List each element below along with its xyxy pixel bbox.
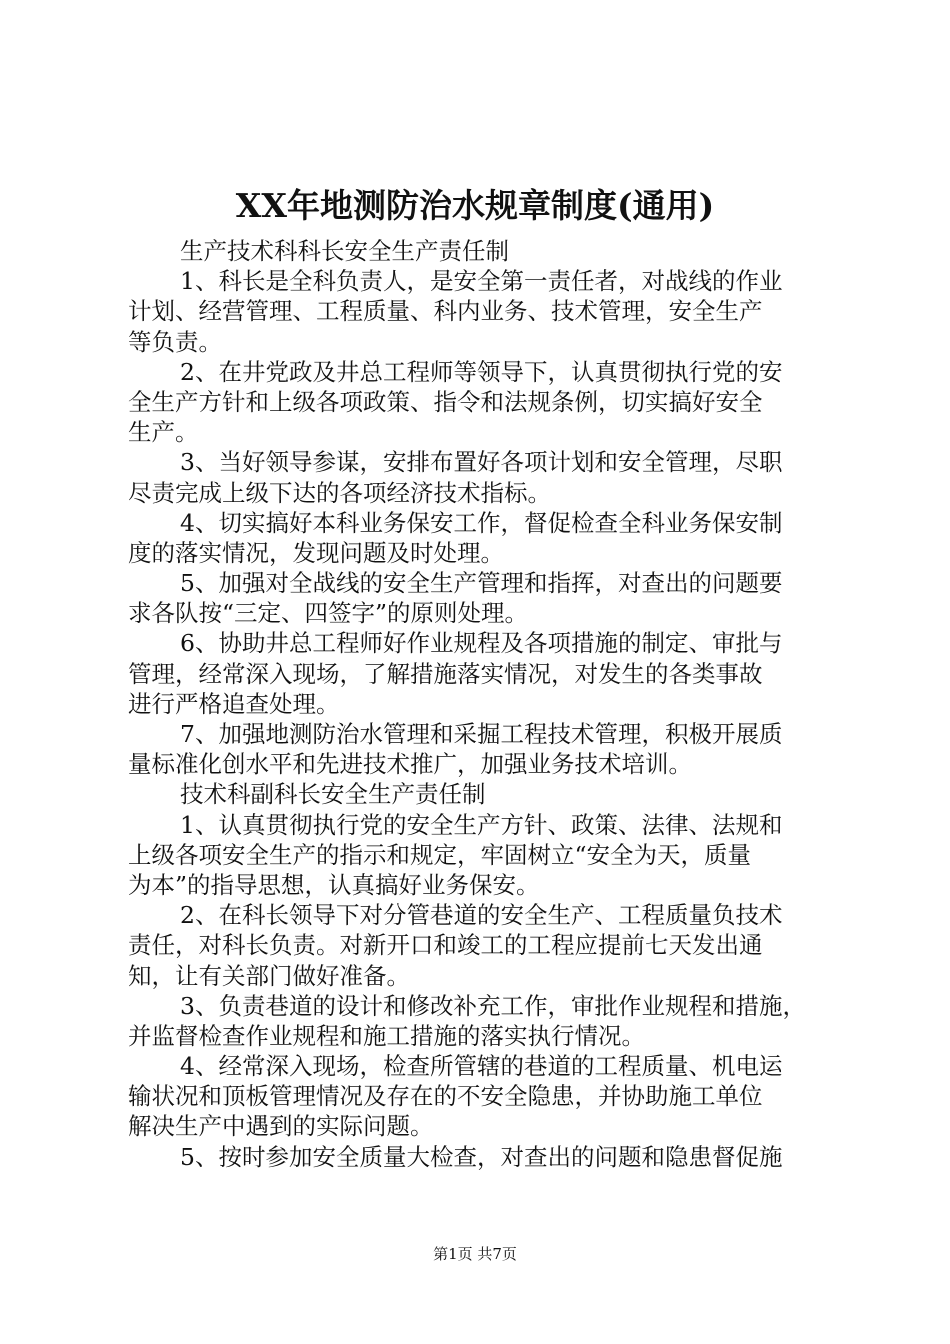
text-line: 生产技术科科长安全生产责任制	[180, 237, 509, 265]
text-line: 为本”的指导思想，认真搞好业务保安。	[128, 870, 540, 899]
document-body	[128, 236, 840, 1172]
text-line: 计划、经营管理、工程质量、科内业务、技术管理，安全生产	[128, 297, 763, 326]
text-line: 4、切实搞好本科业务保安工作，督促检查全科业务保安制	[180, 508, 783, 537]
text-line: 等负责。	[128, 327, 222, 356]
text-line: 输状况和顶板管理情况及存在的不安全隐患，并协助施工单位	[128, 1082, 763, 1111]
text-line: 2、在科长领导下对分管巷道的安全生产、工程质量负技术	[180, 901, 783, 930]
text-line: 量标准化创水平和先进技术推广，加强业务技术培训。	[128, 750, 692, 779]
text-line: 解决生产中遇到的实际问题。	[128, 1112, 434, 1141]
text-line: 6、协助井总工程师好作业规程及各项措施的制定、审批与	[180, 629, 783, 658]
text-line: 进行严格追查处理。	[128, 689, 340, 718]
text-line: 3、负责巷道的设计和修改补充工作，审批作业规程和措施，	[180, 991, 806, 1020]
text-line: 求各队按“三定、四签字”的原则处理。	[128, 599, 529, 628]
text-line: 1、科长是全科负责人，是安全第一责任者，对战线的作业	[180, 267, 783, 296]
text-line: 2、在井党政及井总工程师等领导下，认真贯彻执行党的安	[180, 357, 783, 386]
text-line: 并监督检查作业规程和施工措施的落实执行情况。	[128, 1021, 645, 1050]
text-line: 技术科副科长安全生产责任制	[180, 780, 486, 809]
text-line: 责任，对科长负责。对新开口和竣工的工程应提前七天发出通	[128, 931, 763, 960]
text-line: 1、认真贯彻执行党的安全生产方针、政策、法律、法规和	[180, 810, 783, 839]
text-line: 管理，经常深入现场，了解措施落实情况，对发生的各类事故	[128, 659, 763, 688]
text-line: 尽责完成上级下达的各项经济技术指标。	[128, 478, 551, 507]
text-line: 上级各项安全生产的指示和规定，牢固树立“安全为天，质量	[128, 840, 752, 869]
text-line: 4、经常深入现场，检查所管辖的巷道的工程质量、机电运	[180, 1052, 783, 1081]
text-line: 度的落实情况，发现问题及时处理。	[128, 538, 504, 567]
page-footer: 第1页 共7页	[433, 1245, 517, 1263]
text-line: 5、按时参加安全质量大检查，对查出的问题和隐患督促施	[180, 1142, 783, 1171]
text-line: 生产。	[128, 418, 199, 447]
text-line: 5、加强对全战线的安全生产管理和指挥，对查出的问题要	[180, 569, 783, 598]
text-line: 3、当好领导参谋，安排布置好各项计划和安全管理，尽职	[180, 448, 783, 477]
document-title: XX年地测防治水规章制度(通用)	[235, 186, 715, 225]
text-line: 知，让有关部门做好准备。	[128, 961, 410, 990]
text-line: 7、加强地测防治水管理和采掘工程技术管理，积极开展质	[180, 720, 783, 748]
text-line: 全生产方针和上级各项政策、指令和法规条例，切实搞好安全	[128, 387, 763, 416]
